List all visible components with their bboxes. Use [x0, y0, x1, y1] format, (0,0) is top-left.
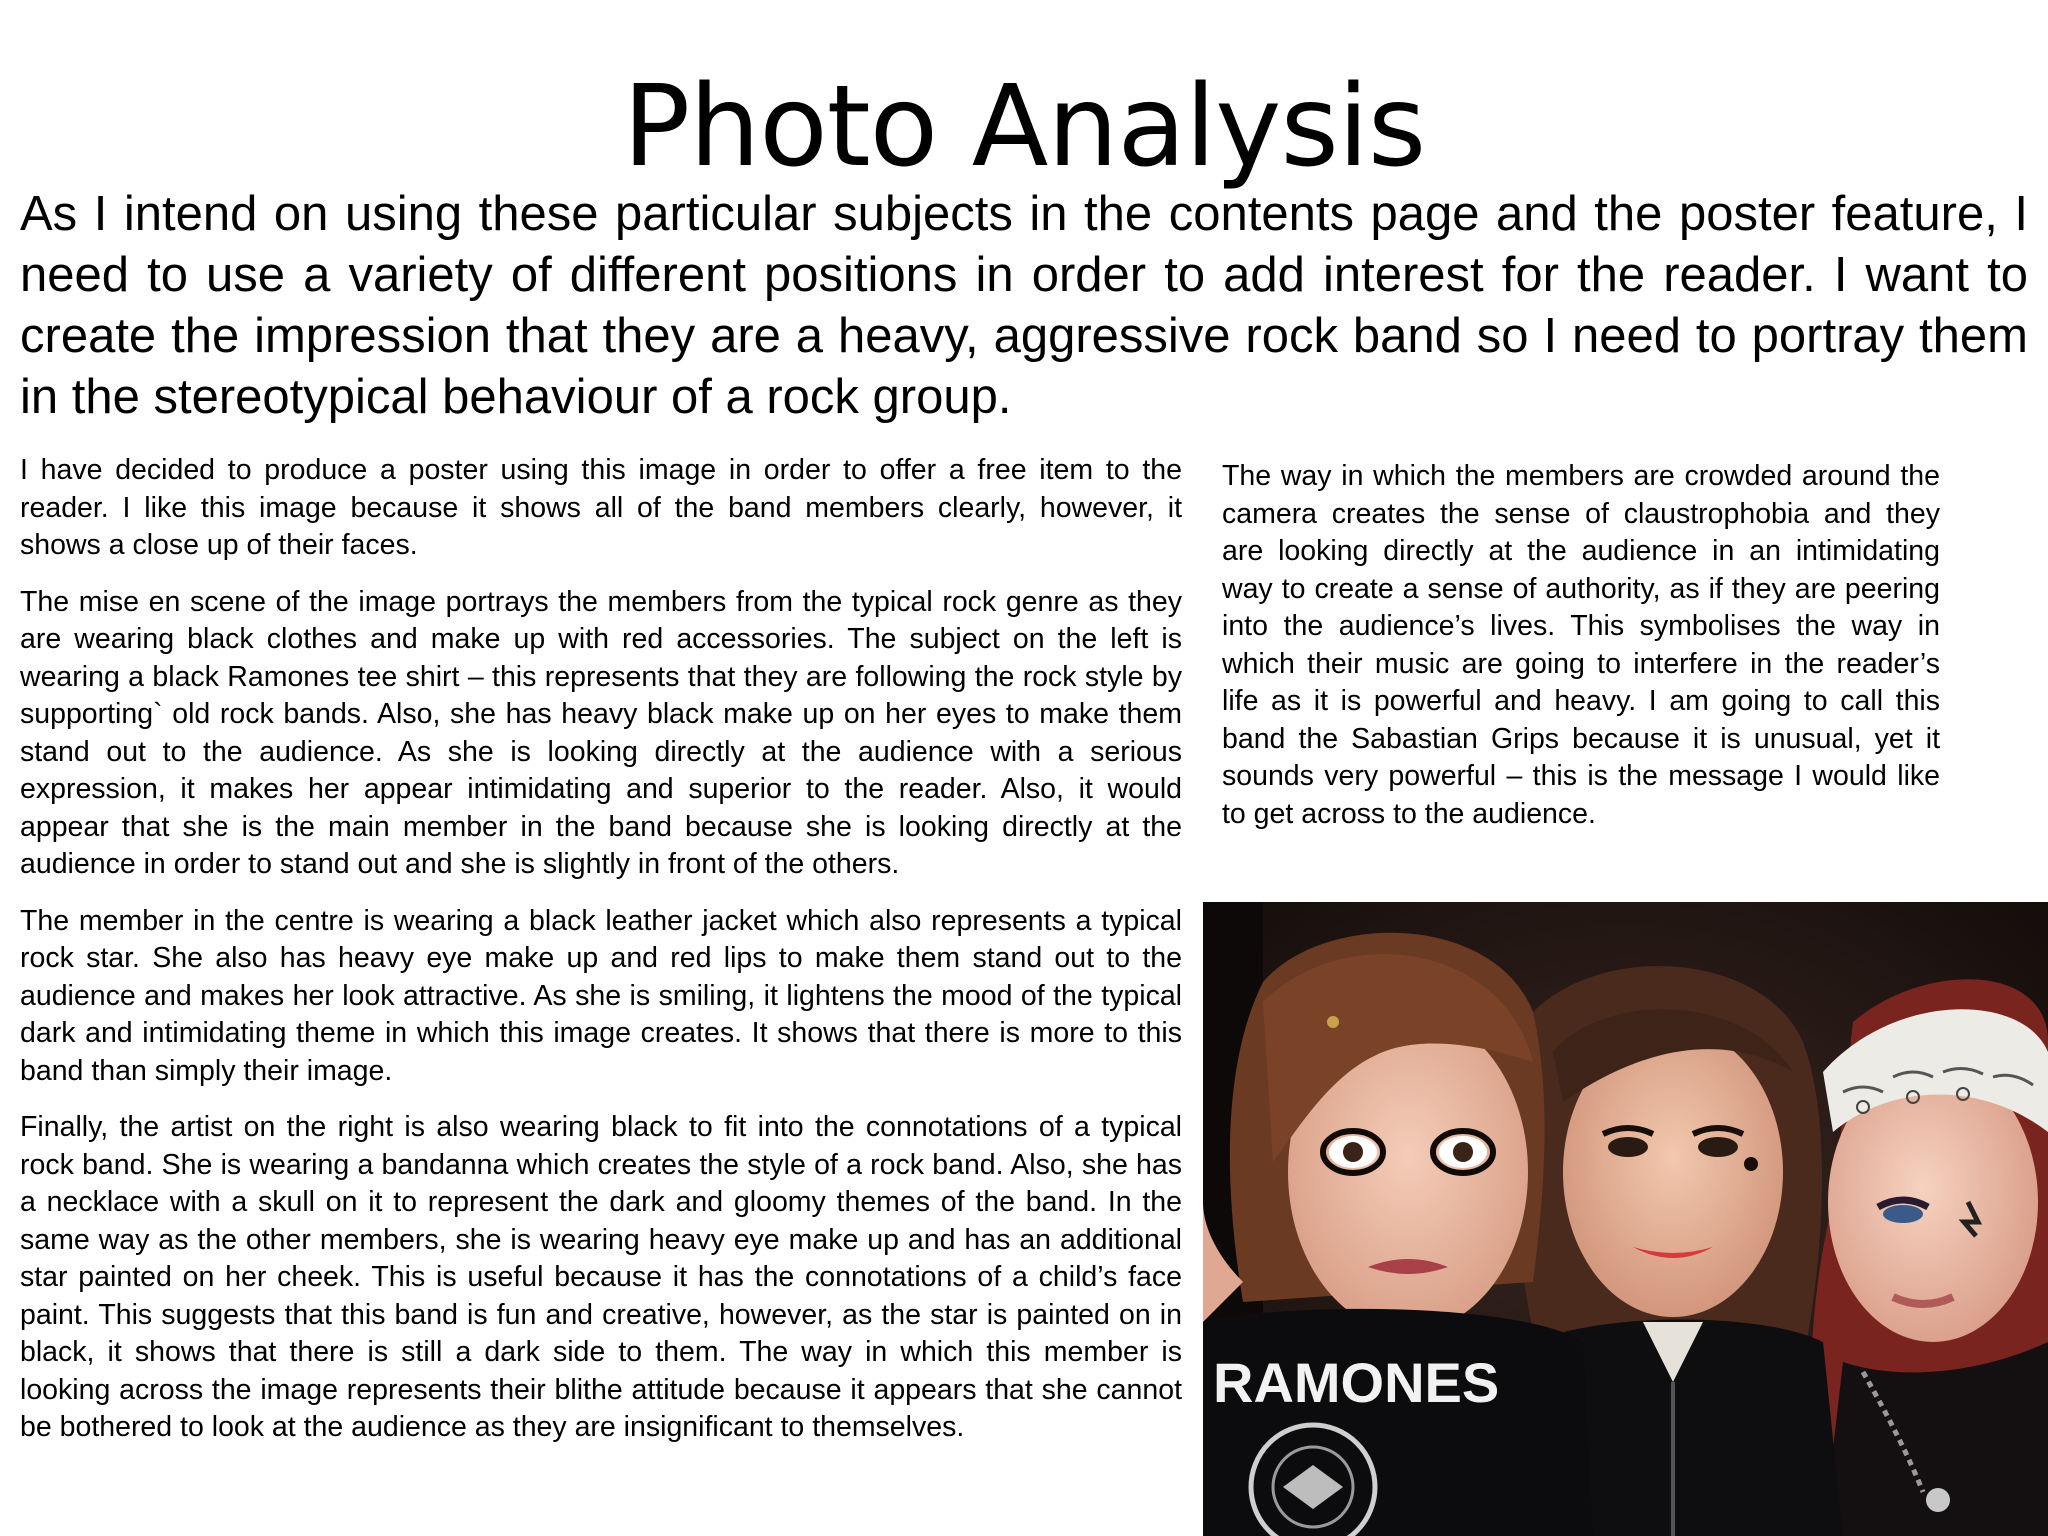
paragraph-mise-en-scene: The mise en scene of the image portrays the members from the typical rock genre as they are wearing black clothes and make up with red accessories. The subject on the left is wearing a black Ramones tee shirt – this represents that they are following the rock style by supporting` old rock bands. Also, she has heavy black make up on her eyes to make them stand out to the audience. As she is looking directly at the audience with a serious expression, it makes her appear intimidating and superior to the reader. Also, it would appear that she is the main member in the band because she is looking directly at the audience in order to stand out and she is slightly in front of the others. — [20, 585, 1182, 880]
band-photo — [1203, 902, 2048, 1536]
left-column — [20, 452, 1182, 1466]
paragraph-right-member: Finally, the artist on the right is also wearing black to fit into the connotations of a typical rock band. She is wearing a bandanna which creates the style of a rock band. Also, she has a necklace with a skull on it to represent the dark and gloomy themes of the band. In the same way as the other members, she is wearing heavy eye make up and has an additional star painted on her cheek. This is useful because it has the connotations of a child’s face paint. This suggests that this band is fun and creative, however, as the star is painted on in black, it shows that there is still a dark side to them. The way in which this member is looking across the image represents their blithe attitude because it appears that she cannot be bothered to look at the audience as they are insignificant to themselves. — [20, 1111, 1182, 1443]
ramones-shirt-text: RAMONES — [1213, 1351, 1500, 1414]
page-title: Photo Analysis — [622, 62, 1426, 192]
right-member — [1803, 979, 2048, 1536]
paragraph-poster-intro: I have decided to produce a poster using this image in order to offer a free item to the reader. I like this image because it shows all of the band members clearly, however, it shows a close up of their faces. — [20, 454, 1182, 561]
band-photo-illustration — [1203, 902, 2048, 1536]
left-member — [1203, 933, 1593, 1536]
intro-paragraph: As I intend on using these particular subjects in the contents page and the poster feature, I need to use a variety of different positions in order to add interest for the reader. I want to create the impression that they are a heavy, aggressive rock band so I need to portray them in the stereotypical behaviour of a rock group. — [20, 187, 2028, 424]
paragraph-composition: The way in which the members are crowded around the camera creates the sense of claustrophobia and they are looking directly at the audience in an intimidating way to create a sense of authority, as if they are peering into the audience’s lives. This symbolises the way in which their music are going to interfere in the reader’s life as it is powerful and heavy. I am going to call this band the Sabastian Grips because it is unusual, yet it sounds very powerful – this is the message I would like to get across to the audience. — [1222, 460, 1940, 830]
paragraph-centre-member: The member in the centre is wearing a black leather jacket which also represents a typical rock star. She also has heavy eye make up and red lips to make them stand out to the audience and makes her look attractive. As she is smiling, it lightens the mood of the typical dark and intimidating theme in which this image creates. It shows that there is more to this band than simply their image. — [20, 904, 1182, 1087]
right-column — [1222, 458, 1940, 833]
